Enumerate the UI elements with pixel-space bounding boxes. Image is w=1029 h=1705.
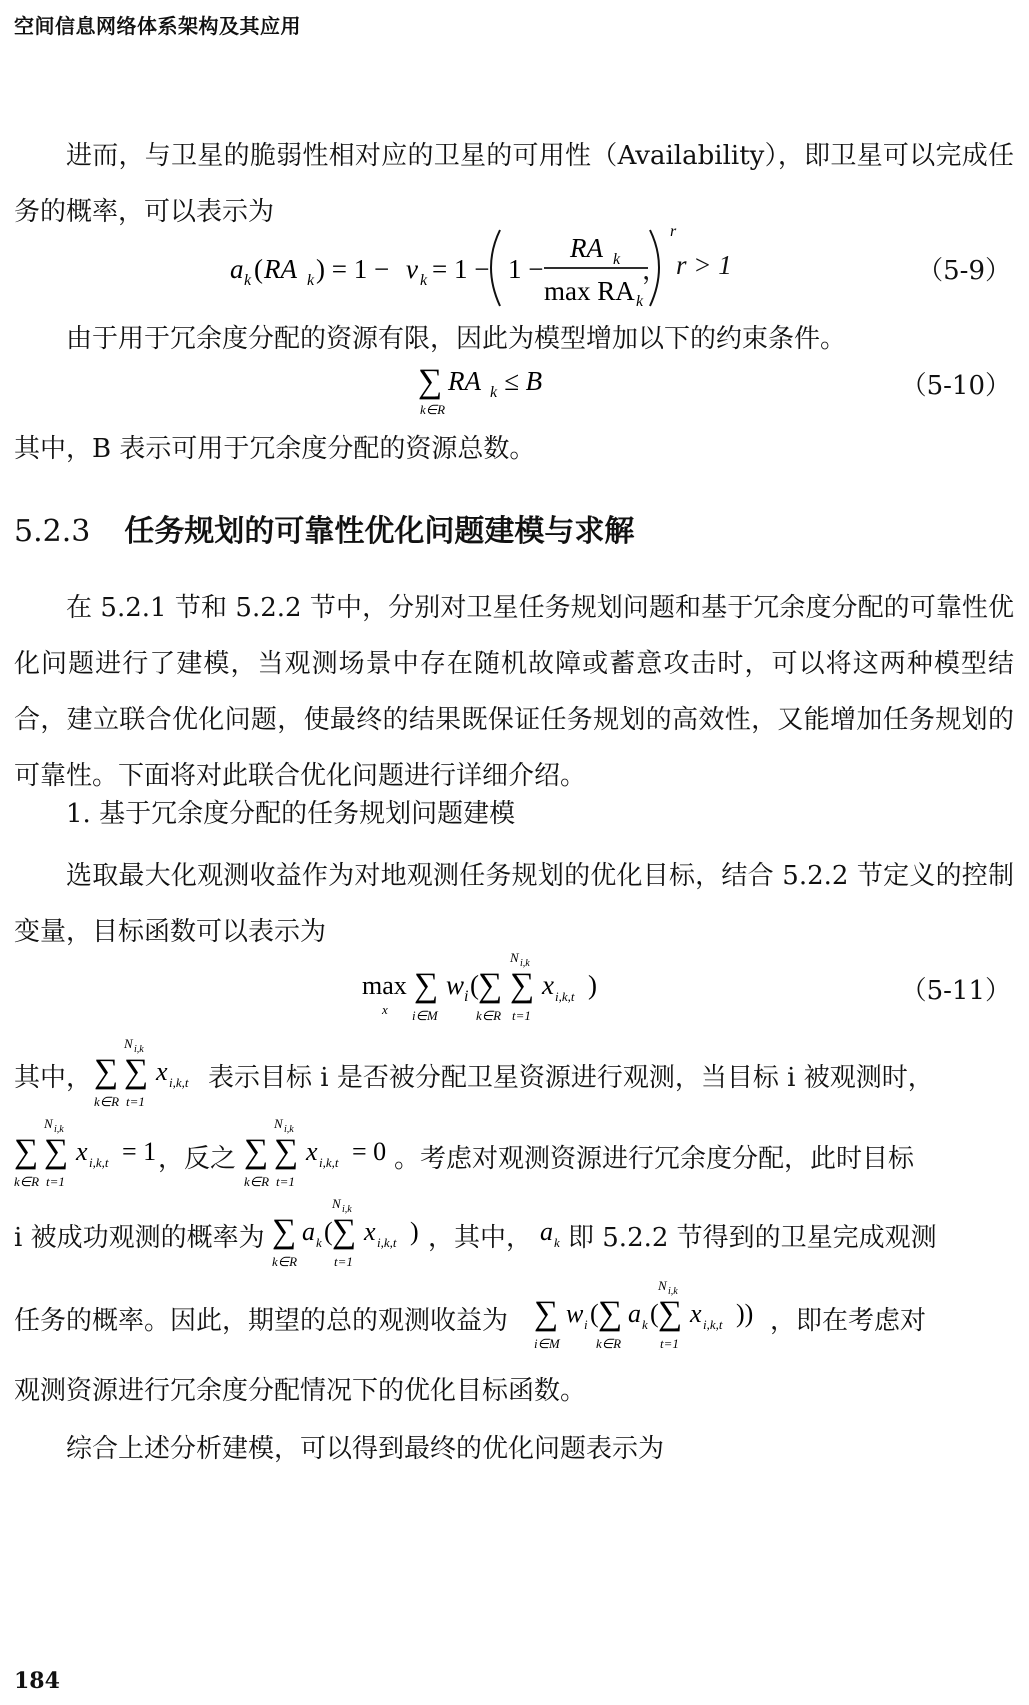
svg-text:∑: ∑	[274, 1133, 299, 1170]
svg-text:i,k: i,k	[668, 1286, 678, 1297]
svg-text:w: w	[566, 1299, 584, 1328]
svg-text:i,k: i,k	[284, 1124, 294, 1135]
paragraph-availability: 进而，与卫星的脆弱性相对应的卫星的可用性（Availability），即卫星可以完成任务的概率，可以表示为	[14, 141, 1014, 227]
section-heading: 5.2.3 任务规划的可靠性优化问题建模与求解	[14, 514, 635, 549]
svg-text:∑: ∑	[510, 967, 535, 1004]
svg-text:w: w	[446, 970, 465, 1000]
svg-text:RA: RA	[570, 233, 603, 263]
svg-text:k: k	[490, 384, 498, 401]
svg-text:x: x	[76, 1137, 88, 1166]
svg-text:∑: ∑	[332, 1213, 357, 1250]
inline-text-considering: ，即在考虑对	[770, 1306, 927, 1336]
eq-number-5-9: （5-9）	[917, 256, 1011, 286]
svg-text:)): ))	[736, 1299, 754, 1328]
svg-text:x: x	[364, 1217, 376, 1246]
svg-text:k: k	[636, 293, 644, 310]
svg-text:x: x	[542, 970, 554, 1000]
inline-text-fanzhi: ，反之	[158, 1144, 237, 1174]
svg-text:i,k,t: i,k,t	[377, 1235, 397, 1250]
eq-number-5-10: （5-10）	[900, 371, 1011, 401]
svg-text:k∈R: k∈R	[244, 1174, 270, 1188]
svg-text:k∈R: k∈R	[596, 1336, 622, 1350]
svg-text:(: (	[254, 254, 263, 284]
svg-text:k: k	[613, 251, 621, 268]
svg-text:∑: ∑	[244, 1133, 269, 1170]
svg-text:i∈M: i∈M	[534, 1336, 560, 1350]
paragraph-objective-function: 观测资源进行冗余度分配情况下的优化目标函数。	[14, 1376, 587, 1406]
svg-text:x: x	[382, 1002, 388, 1017]
inline-sum-x	[94, 1036, 206, 1108]
svg-text:i,k,t: i,k,t	[319, 1155, 339, 1170]
eq-5-9-comma: ，	[642, 256, 669, 286]
equation-5-10	[418, 358, 568, 418]
svg-text:N: N	[332, 1196, 341, 1211]
svg-text:k: k	[420, 272, 428, 289]
svg-text:N: N	[658, 1278, 667, 1293]
svg-text:= 1: = 1	[122, 1137, 157, 1166]
svg-text:i,k: i,k	[54, 1124, 64, 1135]
paragraph-objective: 选取最大化观测收益作为对地观测任务规划的优化目标，结合 5.2.2 节定义的控制变量，目标函数可以表示为	[14, 861, 1014, 947]
svg-text:r: r	[670, 223, 677, 240]
svg-text:1 −: 1 −	[508, 254, 544, 284]
inline-sum-equals-zero	[244, 1116, 394, 1188]
svg-text:N: N	[274, 1116, 283, 1131]
svg-text:k: k	[642, 1317, 648, 1332]
svg-text:∑: ∑	[478, 967, 503, 1004]
svg-text:k: k	[554, 1235, 560, 1250]
svg-text:∑: ∑	[14, 1133, 39, 1170]
svg-text:i,k: i,k	[520, 958, 530, 969]
eq-5-9-condition: r > 1	[676, 250, 732, 280]
svg-text:t=1: t=1	[126, 1094, 145, 1108]
svg-text:t=1: t=1	[334, 1254, 353, 1268]
subsection-heading: 1. 基于冗余度分配的任务规划问题建模	[66, 799, 516, 829]
equation-5-11	[362, 950, 622, 1026]
inline-text-target-indicator: 表示目标 i 是否被分配卫星资源进行观测，当目标 i 被观测时，	[208, 1063, 934, 1093]
svg-text:(: (	[470, 970, 479, 1000]
svg-text:x: x	[306, 1137, 318, 1166]
svg-text:N: N	[124, 1036, 133, 1051]
svg-text:∑: ∑	[418, 363, 443, 400]
paragraph-B-definition: 其中，B 表示可用于冗余度分配的资源总数。	[14, 434, 536, 464]
svg-text:t=1: t=1	[276, 1174, 295, 1188]
svg-text:i,k,t: i,k,t	[703, 1317, 723, 1332]
svg-text:k∈R: k∈R	[476, 1008, 502, 1023]
svg-text:max RA: max RA	[544, 276, 635, 306]
svg-text:a: a	[628, 1299, 641, 1328]
svg-text:= 1 −: = 1 −	[432, 254, 490, 284]
svg-text:∑: ∑	[414, 967, 439, 1004]
svg-text:x: x	[690, 1299, 702, 1328]
svg-text:∑: ∑	[44, 1133, 69, 1170]
svg-text:= 0: = 0	[352, 1137, 387, 1166]
svg-text:i,k,t: i,k,t	[555, 989, 575, 1004]
svg-text:i,k,t: i,k,t	[89, 1155, 109, 1170]
eq-number-5-11: （5-11）	[900, 976, 1011, 1006]
svg-text:x: x	[156, 1057, 168, 1086]
svg-text:i,k,t: i,k,t	[169, 1075, 189, 1090]
svg-text:k∈R: k∈R	[94, 1094, 120, 1108]
svg-text:∑: ∑	[272, 1213, 297, 1250]
eq-a: a	[230, 254, 244, 284]
inline-a-k	[538, 1214, 570, 1254]
svg-text:∑: ∑	[534, 1295, 559, 1332]
inline-text-section-ref: 即 5.2.2 节得到的卫星完成观测	[568, 1223, 937, 1253]
svg-text:i: i	[584, 1317, 588, 1332]
svg-text:(: (	[324, 1217, 333, 1246]
svg-text:i∈M: i∈M	[412, 1008, 438, 1023]
inline-sum-equals-one	[14, 1116, 159, 1188]
svg-text:t=1: t=1	[46, 1174, 65, 1188]
svg-text:a: a	[540, 1217, 553, 1246]
svg-text:) = 1 −: ) = 1 −	[316, 254, 390, 284]
svg-text:k: k	[244, 272, 252, 289]
svg-text:≤ B: ≤ B	[504, 366, 543, 396]
svg-text:(: (	[650, 1299, 659, 1328]
inline-text-success-prob: i 被成功观测的概率为	[14, 1223, 265, 1253]
svg-text:max: max	[362, 971, 407, 1000]
svg-text:N: N	[44, 1116, 53, 1131]
svg-text:k: k	[307, 272, 315, 289]
equation-5-9	[230, 222, 690, 312]
svg-text:∑: ∑	[598, 1295, 623, 1332]
svg-text:t=1: t=1	[660, 1336, 679, 1350]
svg-text:): )	[588, 970, 597, 1000]
paragraph-final-problem: 综合上述分析建模，可以得到最终的优化问题表示为	[66, 1434, 665, 1464]
inline-text-qizhong: 其中，	[14, 1063, 93, 1093]
svg-text:k: k	[316, 1235, 322, 1250]
running-header: 空间信息网络体系架构及其应用	[14, 14, 301, 38]
paragraph-joint-optimization: 在 5.2.1 节和 5.2.2 节中，分别对卫星任务规划问题和基于冗余度分配的可靠性优化问题进行了建模，当观测场景中存在随机故障或蓄意攻击时，可以将这两种模型结合，建立联合优化问题，使最终的结果既保证任务规划的高效性，又能增加任务规划的可靠性。下面将对此联合优化问题进行详细介绍。	[14, 593, 1014, 791]
inline-text-qizhong-2: ，其中，	[428, 1223, 533, 1253]
inline-sum-a	[272, 1196, 434, 1268]
svg-text:i,k: i,k	[134, 1044, 144, 1055]
svg-text:): )	[410, 1217, 419, 1246]
svg-text:t=1: t=1	[512, 1008, 531, 1023]
svg-text:RA: RA	[264, 254, 297, 284]
svg-text:∑: ∑	[124, 1053, 149, 1090]
svg-text:N: N	[510, 950, 519, 965]
svg-text:∑: ∑	[658, 1295, 683, 1332]
svg-text:k∈R: k∈R	[420, 402, 446, 417]
inline-total-gain	[534, 1278, 770, 1350]
paragraph-constraint: 由于用于冗余度分配的资源有限，因此为模型增加以下的约束条件。	[66, 324, 847, 354]
inline-text-redundancy: 。考虑对观测资源进行冗余度分配，此时目标	[394, 1144, 915, 1174]
page-number: 184	[14, 1668, 60, 1694]
svg-text:k∈R: k∈R	[14, 1174, 40, 1188]
svg-text:k∈R: k∈R	[272, 1254, 298, 1268]
svg-text:i: i	[464, 988, 469, 1005]
svg-text:i,k: i,k	[342, 1204, 352, 1215]
svg-text:RA: RA	[448, 366, 481, 396]
inline-text-expected-gain: 任务的概率。因此，期望的总的观测收益为	[14, 1306, 509, 1336]
svg-text:∑: ∑	[94, 1053, 119, 1090]
svg-text:v: v	[406, 254, 418, 284]
svg-text:(: (	[590, 1299, 599, 1328]
svg-text:a: a	[302, 1217, 315, 1246]
